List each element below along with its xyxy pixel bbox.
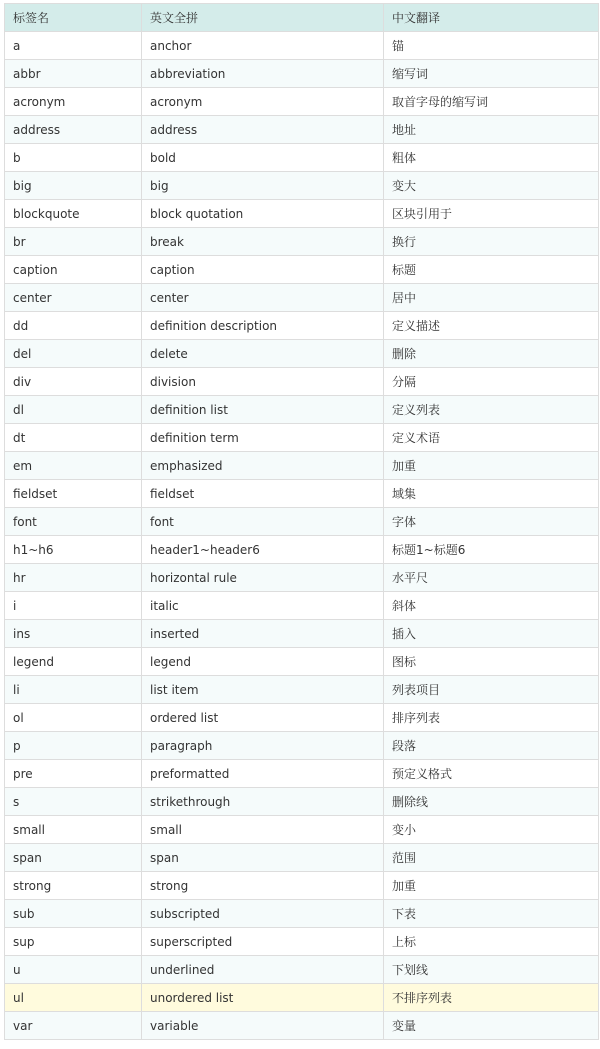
table-row [5,284,599,312]
cell-chinese-translation: 变大 [384,172,599,200]
table-row [5,704,599,732]
cell-english-full: block quotation [142,200,384,228]
cell-english-full: strong [142,872,384,900]
cell-tag-name: acronym [5,88,142,116]
table-row [5,480,599,508]
cell-chinese-translation: 粗体 [384,144,599,172]
table-row [5,872,599,900]
cell-english-full: preformatted [142,760,384,788]
cell-chinese-translation: 下划线 [384,956,599,984]
cell-tag-name: s [5,788,142,816]
table-row [5,424,599,452]
cell-chinese-translation: 变小 [384,816,599,844]
table-row [5,200,599,228]
cell-english-full: span [142,844,384,872]
table-row [5,88,599,116]
cell-chinese-translation: 排序列表 [384,704,599,732]
cell-chinese-translation: 缩写词 [384,60,599,88]
table-row [5,508,599,536]
cell-chinese-translation: 水平尺 [384,564,599,592]
cell-chinese-translation: 删除 [384,340,599,368]
cell-chinese-translation: 加重 [384,452,599,480]
cell-chinese-translation: 段落 [384,732,599,760]
table-row [5,564,599,592]
cell-english-full: variable [142,1012,384,1040]
cell-chinese-translation: 下表 [384,900,599,928]
cell-chinese-translation: 取首字母的缩写词 [384,88,599,116]
cell-english-full: font [142,508,384,536]
cell-chinese-translation: 地址 [384,116,599,144]
cell-chinese-translation: 删除线 [384,788,599,816]
table-row [5,816,599,844]
header-tag-name: 标签名 [5,4,142,32]
cell-tag-name: ins [5,620,142,648]
cell-tag-name: a [5,32,142,60]
cell-english-full: emphasized [142,452,384,480]
table-row [5,1012,599,1040]
cell-tag-name: var [5,1012,142,1040]
cell-tag-name: address [5,116,142,144]
header-english-full: 英文全拼 [142,4,384,32]
cell-tag-name: center [5,284,142,312]
table-row [5,368,599,396]
cell-chinese-translation: 加重 [384,872,599,900]
table-header-row [5,4,599,32]
cell-tag-name: caption [5,256,142,284]
cell-chinese-translation: 斜体 [384,592,599,620]
cell-tag-name: span [5,844,142,872]
cell-english-full: bold [142,144,384,172]
cell-chinese-translation: 图标 [384,648,599,676]
cell-chinese-translation: 域集 [384,480,599,508]
table-body [5,32,599,1040]
cell-tag-name: li [5,676,142,704]
cell-english-full: abbreviation [142,60,384,88]
cell-chinese-translation: 居中 [384,284,599,312]
table-row [5,956,599,984]
table-row [5,592,599,620]
cell-chinese-translation: 定义术语 [384,424,599,452]
table-row [5,844,599,872]
cell-tag-name: big [5,172,142,200]
cell-tag-name: dd [5,312,142,340]
cell-english-full: division [142,368,384,396]
cell-tag-name: pre [5,760,142,788]
cell-english-full: subscripted [142,900,384,928]
table-row [5,648,599,676]
cell-tag-name: h1~h6 [5,536,142,564]
cell-english-full: big [142,172,384,200]
cell-tag-name: font [5,508,142,536]
html-tags-table [4,3,599,1040]
cell-chinese-translation: 预定义格式 [384,760,599,788]
cell-english-full: definition term [142,424,384,452]
cell-english-full: inserted [142,620,384,648]
cell-english-full: definition description [142,312,384,340]
cell-tag-name: em [5,452,142,480]
table-row [5,760,599,788]
cell-chinese-translation: 范围 [384,844,599,872]
table-row [5,312,599,340]
table-row [5,984,599,1012]
cell-tag-name: del [5,340,142,368]
cell-chinese-translation: 标题 [384,256,599,284]
table-row [5,788,599,816]
table-row [5,32,599,60]
cell-english-full: address [142,116,384,144]
cell-tag-name: small [5,816,142,844]
cell-english-full: paragraph [142,732,384,760]
cell-english-full: horizontal rule [142,564,384,592]
cell-chinese-translation: 插入 [384,620,599,648]
cell-tag-name: abbr [5,60,142,88]
cell-chinese-translation: 换行 [384,228,599,256]
cell-tag-name: strong [5,872,142,900]
table-row [5,144,599,172]
cell-english-full: superscripted [142,928,384,956]
cell-english-full: acronym [142,88,384,116]
cell-tag-name: u [5,956,142,984]
table-row [5,228,599,256]
cell-english-full: strikethrough [142,788,384,816]
cell-chinese-translation: 变量 [384,1012,599,1040]
cell-tag-name: div [5,368,142,396]
table-row [5,172,599,200]
cell-english-full: header1~header6 [142,536,384,564]
cell-chinese-translation: 分隔 [384,368,599,396]
cell-tag-name: dl [5,396,142,424]
table-row [5,928,599,956]
cell-chinese-translation: 不排序列表 [384,984,599,1012]
cell-tag-name: b [5,144,142,172]
cell-english-full: underlined [142,956,384,984]
cell-tag-name: fieldset [5,480,142,508]
header-chinese-translation: 中文翻译 [384,4,599,32]
cell-tag-name: br [5,228,142,256]
cell-tag-name: blockquote [5,200,142,228]
cell-english-full: ordered list [142,704,384,732]
cell-chinese-translation: 列表项目 [384,676,599,704]
cell-chinese-translation: 标题1~标题6 [384,536,599,564]
cell-english-full: delete [142,340,384,368]
table-row [5,676,599,704]
cell-tag-name: dt [5,424,142,452]
cell-tag-name: sub [5,900,142,928]
cell-chinese-translation: 字体 [384,508,599,536]
table-row [5,340,599,368]
table-row [5,900,599,928]
cell-tag-name: p [5,732,142,760]
cell-english-full: caption [142,256,384,284]
cell-english-full: center [142,284,384,312]
cell-tag-name: i [5,592,142,620]
table-row [5,256,599,284]
cell-chinese-translation: 定义描述 [384,312,599,340]
cell-chinese-translation: 定义列表 [384,396,599,424]
cell-english-full: anchor [142,32,384,60]
cell-english-full: legend [142,648,384,676]
cell-chinese-translation: 锚 [384,32,599,60]
cell-english-full: small [142,816,384,844]
table-row [5,620,599,648]
cell-tag-name: ul [5,984,142,1012]
table-row [5,452,599,480]
table-row [5,536,599,564]
cell-tag-name: legend [5,648,142,676]
cell-english-full: unordered list [142,984,384,1012]
table-row [5,116,599,144]
cell-english-full: fieldset [142,480,384,508]
table-row [5,396,599,424]
cell-tag-name: hr [5,564,142,592]
cell-chinese-translation: 区块引用于 [384,200,599,228]
table-row [5,732,599,760]
cell-chinese-translation: 上标 [384,928,599,956]
table-row [5,60,599,88]
cell-english-full: definition list [142,396,384,424]
cell-tag-name: sup [5,928,142,956]
cell-english-full: break [142,228,384,256]
cell-english-full: list item [142,676,384,704]
cell-english-full: italic [142,592,384,620]
cell-tag-name: ol [5,704,142,732]
